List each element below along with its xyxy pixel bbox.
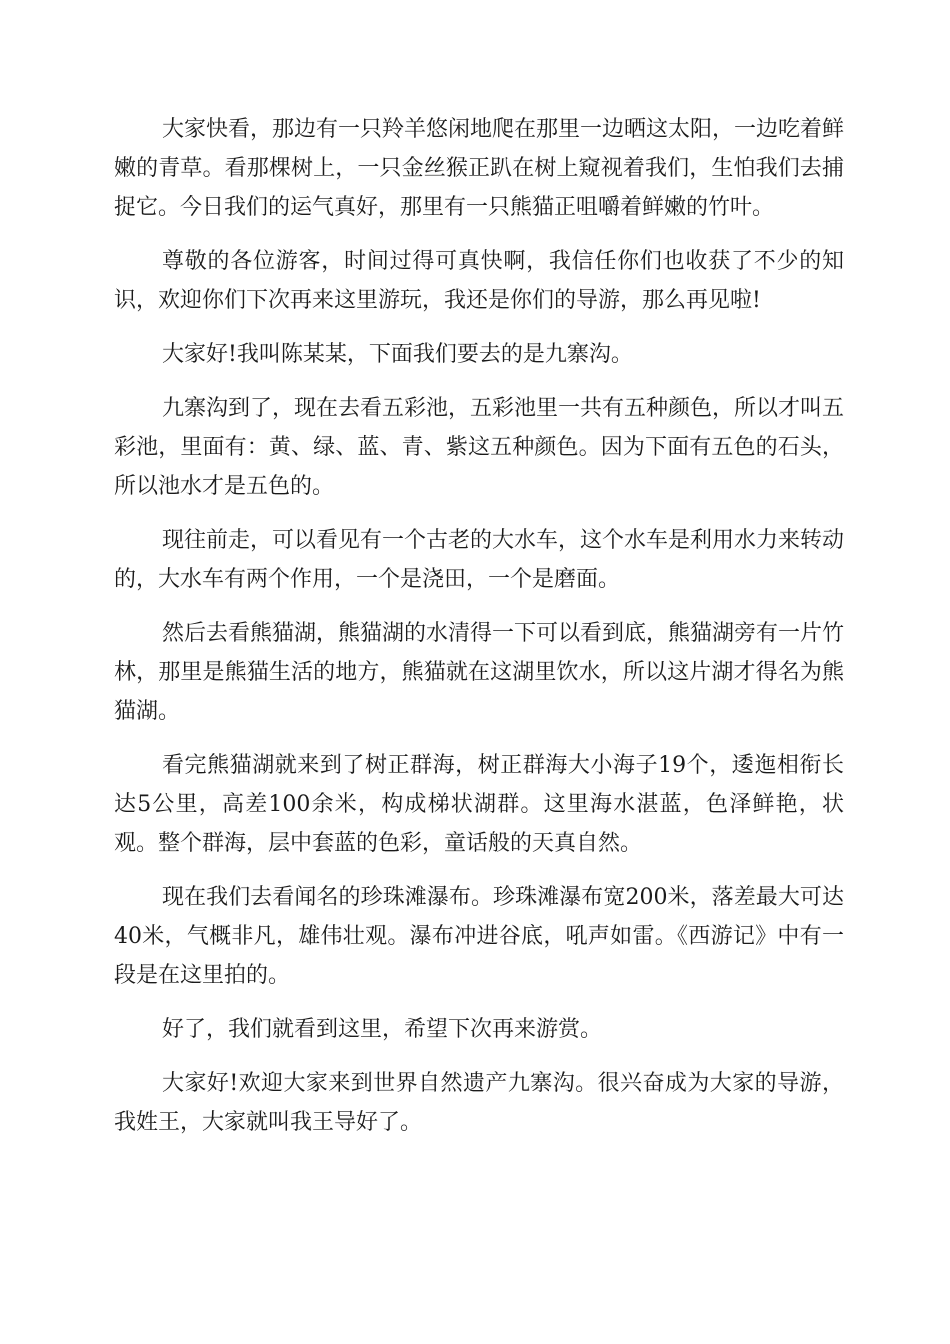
paragraph-pearl-shoal-waterfall: 现在我们去看闻名的珍珠滩瀑布。珍珠滩瀑布宽200米，落差最大可达40米，气概非凡，雄伟壮观。瀑布冲进谷底，吼声如雷。《西游记》中有一段是在这里拍的。 (114, 885, 844, 988)
document-body (114, 110, 844, 1157)
paragraph-intro-chen: 大家好!我叫陈某某，下面我们要去的是九寨沟。 (162, 342, 633, 367)
paragraph-water-wheel: 现往前走，可以看见有一个古老的大水车，这个水车是利用水力来转动的，大水车有两个作用，一个是浇田，一个是磨面。 (114, 528, 845, 592)
paragraph-intro-wang: 大家好!欢迎大家来到世界自然遗产九寨沟。很兴奋成为大家的导游，我姓王，大家就叫我王导好了。 (114, 1071, 844, 1135)
paragraph-five-color-pool: 九寨沟到了，现在去看五彩池，五彩池里一共有五种颜色，所以才叫五彩池，里面有：黄、绿、蓝、青、紫这五种颜色。因为下面有五色的石头，所以池水才是五色的。 (114, 396, 845, 499)
paragraph-antelope-panda: 大家快看，那边有一只羚羊悠闲地爬在那里一边晒这太阳，一边吃着鲜嫩的青草。看那棵树上，一只金丝猴正趴在树上窥视着我们，生怕我们去捕捉它。今日我们的运气真好，那里有一只熊猫正咀嚼着鲜嫩的竹叶。 (114, 117, 845, 220)
paragraph-farewell: 尊敬的各位游客，时间过得可真快啊，我信任你们也收获了不少的知识，欢迎你们下次再来这里游玩，我还是你们的导游，那么再见啦! (114, 249, 844, 313)
paragraph-closing: 好了，我们就看到这里，希望下次再来游赏。 (162, 1017, 603, 1042)
paragraph-shuzheng-lakes: 看完熊猫湖就来到了树正群海，树正群海大小海子19个，逶迤相衔长达5公里，高差100余米，构成梯状湖群。这里海水湛蓝，色泽鲜艳，状观。整个群海，层中套蓝的色彩，童话般的天真自然。 (114, 753, 844, 856)
paragraph-panda-lake: 然后去看熊猫湖，熊猫湖的水清得一下可以看到底，熊猫湖旁有一片竹林，那里是熊猫生活的地方，熊猫就在这湖里饮水，所以这片湖才得名为熊猫湖。 (114, 621, 845, 724)
